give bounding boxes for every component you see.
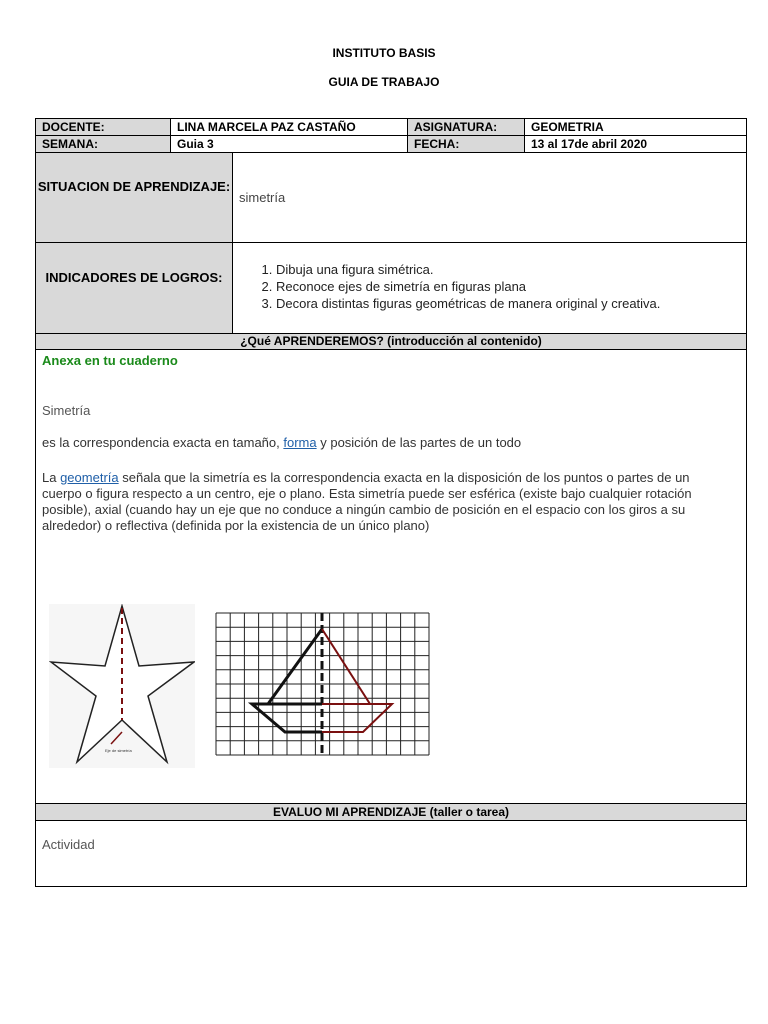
aprenderemos-heading: ¿Qué APRENDEREMOS? (introducción al contenido) <box>36 334 746 349</box>
evaluation-section <box>35 803 747 887</box>
situacion-label: SITUACION DE APRENDIZAJE: <box>37 179 231 194</box>
grid-boat-image <box>210 607 436 765</box>
star-caption: Eje de simetría <box>105 748 132 753</box>
evaluo-heading: EVALUO MI APRENDIZAJE (taller o tarea) <box>36 804 746 820</box>
indicador-item: 2. Reconoce ejes de simetría en figuras plana <box>276 278 744 295</box>
situacion-value: simetría <box>239 190 286 205</box>
fecha-label: FECHA: <box>408 136 524 152</box>
actividad-label: Actividad <box>42 837 95 852</box>
indicadores-label: INDICADORES DE LOGROS: <box>45 270 223 285</box>
star-symmetry-image <box>49 604 195 768</box>
school-title: INSTITUTO BASIS <box>332 46 436 60</box>
geometria-paragraph: La geometría señala que la simetría es la correspondencia exacta en la disposición de los puntos o partes de un cuerpo o figura respecto a un centro, eje o plano. Esta simetría puede ser esférica (existe bajo cualquier rotación posible), axial (cuando hay un eje que no conduce a ningún cambio de posición en el espacio con los giros a su alrededor) o reflectiva (definida por la existencia de un único plano) <box>42 470 692 533</box>
indicador-item: 1. Dibuja una figura simétrica. <box>276 261 744 278</box>
forma-link[interactable]: forma <box>283 435 317 450</box>
document-title: GUIA DE TRABAJO <box>328 75 440 89</box>
info-table <box>35 118 747 153</box>
indicadores-list <box>254 261 744 312</box>
semana-value: Guia 3 <box>177 137 214 151</box>
learning-table <box>35 152 747 334</box>
geometria-link[interactable]: geometría <box>60 470 119 485</box>
indicador-item: 3. Decora distintas figuras geométricas de manera original y creativa. <box>276 295 744 312</box>
simetria-title: Simetría <box>42 403 91 418</box>
asignatura-value: GEOMETRIA <box>531 120 604 134</box>
semana-label: SEMANA: <box>36 136 170 152</box>
definition-text: es la correspondencia exacta en tamaño, forma y posición de las partes de un todo <box>42 435 522 450</box>
anexa-label: Anexa en tu cuaderno <box>42 353 178 368</box>
asignatura-label: ASIGNATURA: <box>408 119 524 136</box>
content-section <box>35 333 747 804</box>
docente-label: DOCENTE: <box>36 119 170 136</box>
docente-value: LINA MARCELA PAZ CASTAÑO <box>177 120 356 134</box>
fecha-value: 13 al 17de abril 2020 <box>531 137 648 151</box>
